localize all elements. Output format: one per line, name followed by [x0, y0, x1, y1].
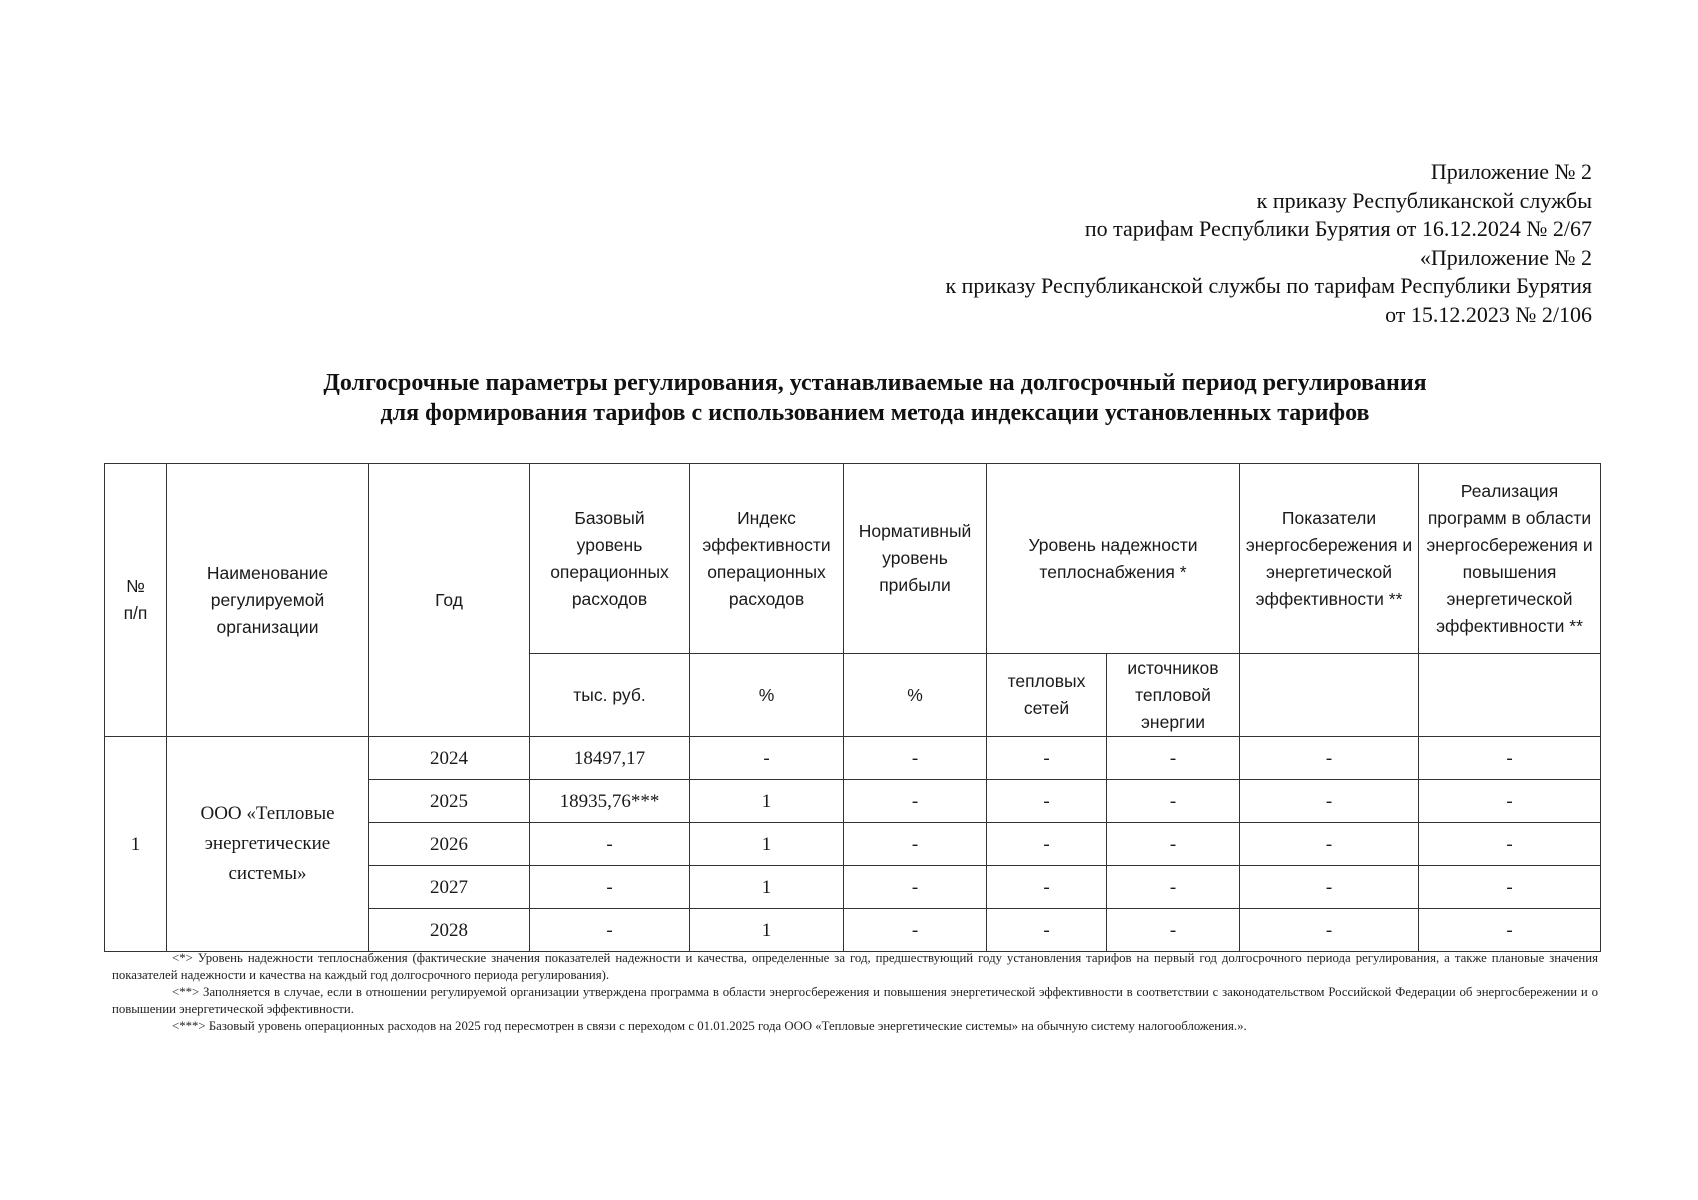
- table-row: [105, 737, 1601, 780]
- cell-index: 1: [690, 866, 844, 909]
- footnote-base-level: <***> Базовый уровень операционных расходов на 2025 год пересмотрен в связи с переходом с 01.01.2025 года ООО «Тепловые энергетические системы» на обычную систему налогообложения.».: [172, 1019, 1247, 1033]
- unit-profit: %: [844, 654, 987, 737]
- cell-programs: -: [1419, 866, 1601, 909]
- unit-index: %: [690, 654, 844, 737]
- header-year: Год: [369, 464, 530, 737]
- header-line: по тарифам Республики Бурятия от 16.12.2024 № 2/67: [1084, 216, 1592, 242]
- cell-sources: -: [1107, 823, 1240, 866]
- title-line-2: для формирования тарифов с использованием метода индексации установленных тарифов: [380, 400, 1370, 426]
- header-line: от 15.12.2023 № 2/106: [1385, 301, 1592, 327]
- title-line-1: Долгосрочные параметры регулирования, устанавливаемые на долгосрочный период регулирования: [323, 370, 1427, 396]
- document-title: [150, 368, 1600, 428]
- unit-networks: тепловых сетей: [987, 654, 1107, 737]
- cell-profit: -: [844, 909, 987, 952]
- header-base: Базовый уровень операционных расходов: [530, 464, 690, 654]
- cell-year: 2026: [369, 823, 530, 866]
- unit-programs-empty: [1419, 654, 1601, 737]
- cell-programs: -: [1419, 823, 1601, 866]
- header-org: Наименование регулируемой организации: [167, 464, 369, 737]
- header-programs: Реализация программ в области энергосбережения и повышения энергетической эффективности **: [1419, 464, 1601, 654]
- header-line: Приложение № 2: [1430, 159, 1592, 184]
- appendix-header: [692, 158, 1592, 330]
- cell-programs: -: [1419, 909, 1601, 952]
- cell-energy: -: [1240, 737, 1419, 780]
- cell-networks: -: [987, 866, 1107, 909]
- cell-index: 1: [690, 823, 844, 866]
- header-line: к приказу Республиканской службы по тарифам Республики Бурятия: [945, 273, 1592, 299]
- cell-profit: -: [844, 866, 987, 909]
- footnote-energy-program: <**> Заполняется в случае, если в отношении регулируемой организации утверждена программа в области энергосбережения и повышения энергетической эффективности в соответствии с законодательством Российской Федерации об энергосбережении и о повышении энергетической эффективности.: [112, 985, 1598, 1016]
- parameters-table: [104, 463, 1601, 952]
- cell-base: -: [530, 866, 690, 909]
- header-line: «Приложение № 2: [1419, 244, 1592, 270]
- table-header-row: [105, 464, 1601, 654]
- cell-energy: -: [1240, 823, 1419, 866]
- cell-profit: -: [844, 780, 987, 823]
- cell-sources: -: [1107, 780, 1240, 823]
- header-energy: Показатели энергосбережения и энергетической эффективности **: [1240, 464, 1419, 654]
- cell-sources: -: [1107, 866, 1240, 909]
- cell-profit: -: [844, 737, 987, 780]
- cell-year: 2028: [369, 909, 530, 952]
- cell-year: 2027: [369, 866, 530, 909]
- cell-networks: -: [987, 823, 1107, 866]
- cell-base: 18497,17: [530, 737, 690, 780]
- cell-energy: -: [1240, 866, 1419, 909]
- cell-base: -: [530, 909, 690, 952]
- footnote-reliability: <*> Уровень надежности теплоснабжения (фактические значения показателей надежности и качества, определенные за год, предшествующий году установления тарифов на первый год долгосрочного периода регулирования, а также плановые значения показателей надежности и качества на каждый год долгосрочного периода регулирования).: [112, 951, 1598, 982]
- cell-sources: -: [1107, 909, 1240, 952]
- header-reliability: Уровень надежности теплоснабжения *: [987, 464, 1240, 654]
- cell-base: 18935,76***: [530, 780, 690, 823]
- org-number: 1: [105, 737, 167, 952]
- unit-energy-empty: [1240, 654, 1419, 737]
- cell-programs: -: [1419, 780, 1601, 823]
- cell-year: 2024: [369, 737, 530, 780]
- header-profit: Нормативный уровень прибыли: [844, 464, 987, 654]
- cell-programs: -: [1419, 737, 1601, 780]
- cell-base: -: [530, 823, 690, 866]
- cell-year: 2025: [369, 780, 530, 823]
- header-line: к приказу Республиканской службы: [1256, 187, 1592, 213]
- unit-base: тыс. руб.: [530, 654, 690, 737]
- cell-networks: -: [987, 780, 1107, 823]
- org-name: ООО «Тепловые энергетические системы»: [167, 737, 369, 952]
- footnotes: [112, 950, 1598, 1035]
- cell-energy: -: [1240, 780, 1419, 823]
- cell-profit: -: [844, 823, 987, 866]
- header-index: Индекс эффективности операционных расходов: [690, 464, 844, 654]
- cell-energy: -: [1240, 909, 1419, 952]
- cell-networks: -: [987, 909, 1107, 952]
- cell-networks: -: [987, 737, 1107, 780]
- cell-index: 1: [690, 909, 844, 952]
- unit-sources: источников тепловой энергии: [1107, 654, 1240, 737]
- header-num: № п/п: [105, 464, 167, 737]
- cell-sources: -: [1107, 737, 1240, 780]
- cell-index: 1: [690, 780, 844, 823]
- cell-index: -: [690, 737, 844, 780]
